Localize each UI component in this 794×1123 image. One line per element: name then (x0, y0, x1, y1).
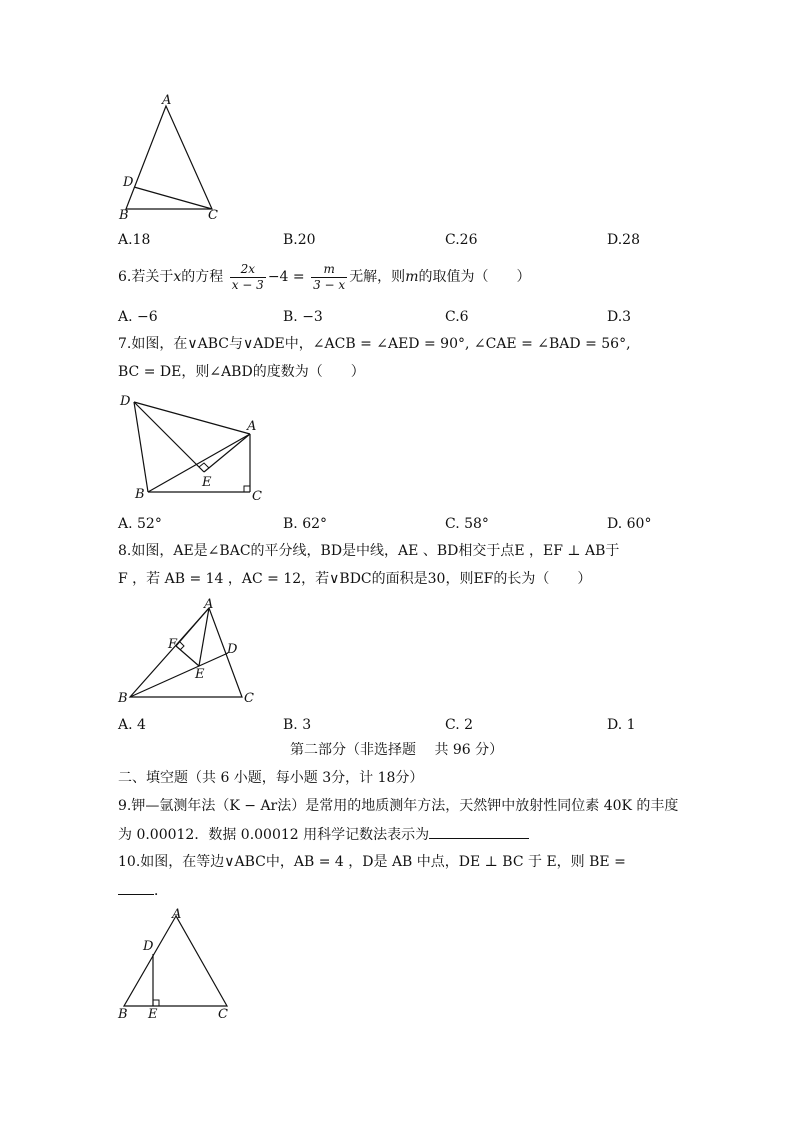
q5-option-c[interactable]: C.26 (445, 232, 478, 248)
label-a: A (204, 597, 214, 612)
question-6 (118, 258, 530, 296)
segment-ef (176, 646, 199, 666)
q7-option-b[interactable]: B. 62° (283, 516, 328, 532)
q7-option-c[interactable]: C. 58° (445, 516, 489, 532)
figure-q8 (110, 594, 270, 710)
q7-line-1: 7.如图，在∨ABC与∨ADE中，∠ACB = ∠AED = 90°, ∠CAE = ∠BAD = 56°, (118, 336, 631, 352)
label-b: B (135, 487, 145, 502)
label-a: A (172, 907, 182, 922)
q7-option-d[interactable]: D. 60° (607, 516, 652, 532)
q8-line-2: F ，若 AB = 14 ，AC = 12，若∨BDC的面积是30，则EF的长为（ ） (118, 571, 592, 587)
segment-ba (148, 434, 250, 492)
q6-frac2-denominator: 3 − x (313, 277, 346, 292)
q8-option-d[interactable]: D. 1 (607, 717, 636, 733)
q9-line-2-text: 为 0.00012．数据 0.00012 用科学记数法表示为 (118, 827, 430, 843)
label-e: E (202, 475, 212, 490)
right-angle-mark-f (180, 642, 184, 650)
triangle-abc (124, 916, 227, 1006)
label-c: C (218, 1007, 228, 1022)
label-a: A (247, 419, 257, 434)
q7-line-2: BC = DE，则∠ABD的度数为（ ） (118, 364, 365, 380)
label-b: B (119, 208, 129, 223)
q6-fraction-1 (230, 262, 266, 293)
segment-db (134, 402, 148, 492)
segment-ea (204, 434, 250, 472)
q7-option-a[interactable]: A. 52° (118, 516, 162, 532)
q9-line-2 (118, 824, 529, 845)
label-c: C (208, 208, 218, 223)
label-b: B (118, 691, 128, 706)
part-2-title: 第二部分（非选择题 共 96 分） (290, 742, 504, 758)
q6-tail: 的取值为（ ） (418, 269, 531, 285)
q6-var-m: m (405, 269, 419, 285)
segment-fa (176, 608, 209, 646)
q6-fraction-2 (311, 262, 347, 293)
label-c: C (252, 489, 262, 504)
q6-var-x: x (173, 269, 182, 285)
label-d: D (143, 939, 154, 954)
figure-q10 (110, 904, 242, 1020)
q10-line-2-end: ． (154, 883, 168, 899)
label-d: D (227, 642, 238, 657)
q6-minus4: −4 = (267, 269, 305, 285)
q6-option-a[interactable]: A. −6 (118, 309, 158, 325)
q6-mid: 的方程 (181, 269, 224, 285)
q6-option-c[interactable]: C.6 (445, 309, 469, 325)
q9-line-1: 9.钾—氩测年法（K − Ar法）是常用的地质测年方法，天然钾中放射性同位素 40K 的丰度 (118, 798, 679, 814)
q5-option-a[interactable]: A.18 (118, 232, 151, 248)
q8-option-a[interactable]: A. 4 (118, 717, 146, 733)
q6-suffix: 无解，则 (349, 269, 406, 285)
q6-option-b[interactable]: B. −3 (283, 309, 323, 325)
triangle-abc (126, 106, 212, 209)
q6-option-d[interactable]: D.3 (607, 309, 632, 325)
right-angle-mark-e (199, 463, 209, 468)
q6-frac2-numerator: m (311, 262, 347, 278)
segment-da (134, 402, 250, 434)
triangle-abc (130, 608, 242, 697)
q8-line-1: 8.如图，AE是∠BAC的平分线，BD是中线，AE 、BD相交于点E ，EF ⊥ AB于 (118, 543, 620, 559)
label-c: C (244, 691, 254, 706)
q5-option-d[interactable]: D.28 (607, 232, 640, 248)
label-d: D (123, 175, 134, 190)
q8-option-c[interactable]: C. 2 (445, 717, 474, 733)
label-d: D (120, 394, 131, 409)
q9-answer-blank[interactable] (429, 824, 529, 839)
label-f: F (168, 637, 178, 652)
label-b: B (118, 1007, 128, 1022)
q6-frac1-denominator: x − 3 (231, 277, 264, 292)
segment-bd (130, 653, 228, 697)
segment-de (134, 402, 204, 472)
q10-line-1: 10.如图，在等边∨ABC中，AB = 4 ，D是 AB 中点，DE ⊥ BC 于 E，则 BE = (118, 854, 626, 870)
q6-prefix: 6.若关于 (118, 269, 174, 285)
label-e: E (148, 1007, 158, 1022)
figure-q5-triangle (110, 92, 230, 224)
figure-q7 (110, 388, 270, 508)
q10-answer-blank[interactable] (118, 880, 154, 895)
section-2-title: 二、填空题（共 6 小题，每小题 3分，计 18分） (118, 770, 424, 786)
q5-option-b[interactable]: B.20 (283, 232, 316, 248)
q10-line-2 (118, 880, 168, 901)
label-e: E (195, 667, 205, 682)
q8-option-b[interactable]: B. 3 (283, 717, 312, 733)
label-a: A (162, 93, 172, 108)
segment-dc (134, 187, 212, 209)
q6-frac1-numerator: 2x (230, 262, 266, 278)
right-angle-mark-c (244, 486, 250, 492)
right-angle-mark-e (153, 1000, 159, 1006)
